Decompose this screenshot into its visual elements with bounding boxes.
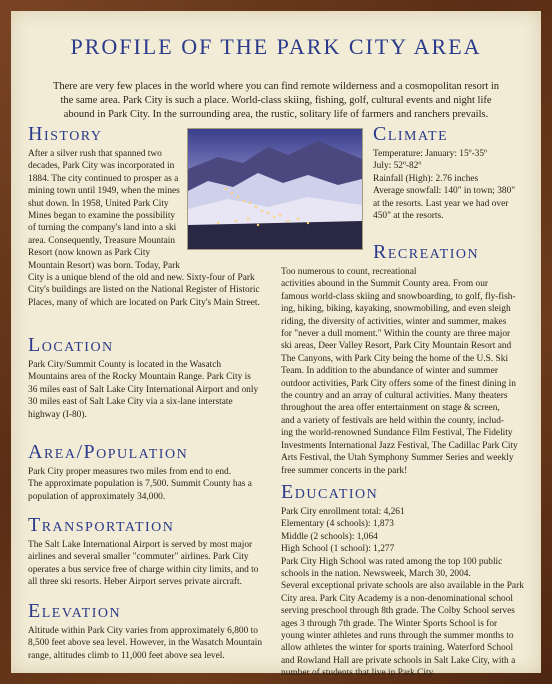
text-line: number of students that live in Park City. [281, 668, 436, 679]
education-heading: Education [281, 481, 379, 503]
text-line: July: 52º-82º [373, 161, 422, 172]
text-line: mining town until 1949, when the mines [28, 186, 180, 197]
text-line: The Canyons, with Park City being the home of the U.S. Ski [281, 353, 509, 364]
text-line: for "never a dull moment." Within the county are three major [281, 329, 511, 340]
education-text [281, 506, 524, 680]
history-heading: History [28, 123, 103, 145]
page-title: PROFILE OF THE PARK CITY AREA [70, 34, 482, 59]
text-line: The approximate population is 7,500. Summit County has a [28, 479, 252, 490]
transportation-heading: Transportation [28, 514, 175, 536]
text-line: 36 miles east of Salt Lake City International Airport and only [28, 384, 259, 395]
text-line: highway (I-80). [28, 409, 87, 420]
text-line: famous world-class skiing and snowboarding, to golf, fly-fish- [281, 291, 516, 302]
text-line: Rainfall (High): 2.76 inches [373, 173, 479, 184]
text-line: Elementary (4 schools): 1,873 [281, 519, 394, 530]
text-line: serving preschool through 8th grade. The Colby School serves [281, 606, 515, 617]
text-line: riding, the diversity of activities, winter and summer, makes [281, 316, 507, 327]
text-line: ing, hiking, biking, kayaking, snowmobiling, and even sleigh [281, 304, 511, 315]
text-line: Mountain Resort) was born. Today, Park [28, 260, 180, 271]
text-line: Park City proper measures two miles from end to end. [28, 467, 232, 477]
location-text [28, 359, 258, 421]
text-line: shut down. In 1958, United Park City [28, 198, 169, 209]
text-line: 8,500 feet above sea level. However, in the Wasatch Mountain [28, 638, 263, 649]
transportation-text [28, 539, 258, 589]
text-line: ski areas, Deer Valley Resort, Park City Mountain Resort and [281, 341, 512, 352]
text-line: the country and an array of cultural activities. Many theaters [281, 391, 508, 402]
text-line: 30 miles east of Salt Lake City via a six-lane interstate [28, 397, 233, 408]
intro-paragraph: There are very few places in the world where you can find remote wilderness and a cosmopolitan resort in the same area. Park City is such a place. World-class skiing, fishing, golf, cultural events and night life abound in Park City. In the surrounding area, the rustic, solitary life of farmers and ranchers prevails. [52, 80, 500, 120]
text-line: Park City enrollment total: 4,261 [281, 507, 405, 517]
text-line: young winter athletes and runs through the summer months to [281, 631, 514, 642]
text-line: ing the world-renowned Sundance Film Festival, The Fidelity [281, 428, 513, 439]
text-line: range, altitudes climb to 11,000 feet above sea level. [28, 650, 225, 661]
elevation-heading: Elevation [28, 600, 122, 622]
text-line: Places, many of which are located on Park City's Main Street. [28, 297, 260, 308]
text-line: Arts Festival, the Utah Symphony Summer Series and weekly [281, 453, 514, 464]
elevation-text [28, 625, 262, 662]
text-line: and a variety of festivals are held within the county, includ- [281, 415, 505, 426]
text-line: City's buildings are listed on the National Register of Historic [28, 285, 260, 296]
text-line: all three ski resorts. Heber Airport serves private aircraft. [28, 577, 242, 588]
text-line: 1884. The city continued to prosper as a [28, 173, 179, 184]
text-line: operates a bus service free of charge within city limits, and to [28, 564, 259, 575]
text-line: The Salt Lake International Airport is served by most major [28, 540, 253, 550]
text-line: Altitude within Park City varies from approximately 6,800 to [28, 626, 258, 636]
text-line: throughout the area offer entertainment on stage & screen, [281, 403, 500, 414]
location-heading: Location [28, 334, 114, 356]
text-line: Too numerous to count, recreational [281, 267, 417, 277]
climate-heading: Climate [373, 123, 449, 145]
document-page [11, 11, 541, 679]
text-line: and Rowland Hall are private schools in Salt Lake City, with a [281, 655, 516, 666]
text-line: outdoor activities, Park City offers some of the finest dining in [281, 378, 516, 389]
area-population-heading: Area/Population [28, 441, 189, 463]
text-line: City area. Park City Academy is a non-denominational school [281, 593, 513, 604]
text-line: at the resorts. Last year we had over [373, 198, 509, 209]
text-line: population of approximately 34,000. [28, 491, 166, 502]
text-line: Average snowfall: 140" in town; 380" [373, 186, 516, 197]
text-line: Mines began to examine the possibility [28, 211, 176, 222]
text-line: Several exceptional private schools are also available in the Park [281, 581, 524, 592]
text-line: Park City High School was rated among the top 100 public [281, 556, 503, 567]
text-line: ages 3 through 7th grade. The Winter Sports School is for [281, 618, 498, 629]
park-city-night-photo [187, 128, 363, 250]
text-line: airlines and several smaller "commuter" airlines. Park City [28, 552, 249, 563]
text-line: Park City/Summit County is located in the Wasatch [28, 360, 222, 370]
text-line: High School (1 school): 1,277 [281, 544, 395, 555]
text-line: Temperature: January: 15º-35º [373, 149, 487, 159]
area-population-text [28, 466, 252, 503]
climate-text [373, 148, 515, 222]
text-line: activities abound in the Summit County area. From our [281, 279, 489, 290]
recreation-text [281, 266, 518, 477]
recreation-heading: Recreation [373, 241, 480, 263]
text-line: schools in the nation. Newsweek, March 30, 2004. [281, 569, 471, 580]
text-line: After a silver rush that spanned two [28, 149, 162, 159]
text-line: Middle (2 schools): 1,064 [281, 531, 378, 542]
text-line: allow athletes the winter for sports training. Waterford School [281, 643, 514, 654]
text-line: Team. In addition to the abundance of winter and summer [281, 366, 498, 377]
text-line: area. Consequently, Treasure Mountain [28, 235, 176, 246]
text-line: Mountains area of the Rocky Mountain Range. Park City is [28, 372, 251, 383]
text-line: of turning the company's land into a ski [28, 223, 177, 234]
text-line: Investments International Jazz Festival, The Cadillac Park City [281, 440, 518, 451]
text-line: free summer concerts in the park! [281, 465, 408, 476]
text-line: City is a unique blend of the old and new. Sixty-four of Park [28, 273, 255, 284]
text-line: Resort (now known as Park City [28, 248, 151, 259]
text-line: 450" at the resorts. [373, 211, 444, 222]
text-line: decades, Park City was incorporated in [28, 161, 175, 172]
